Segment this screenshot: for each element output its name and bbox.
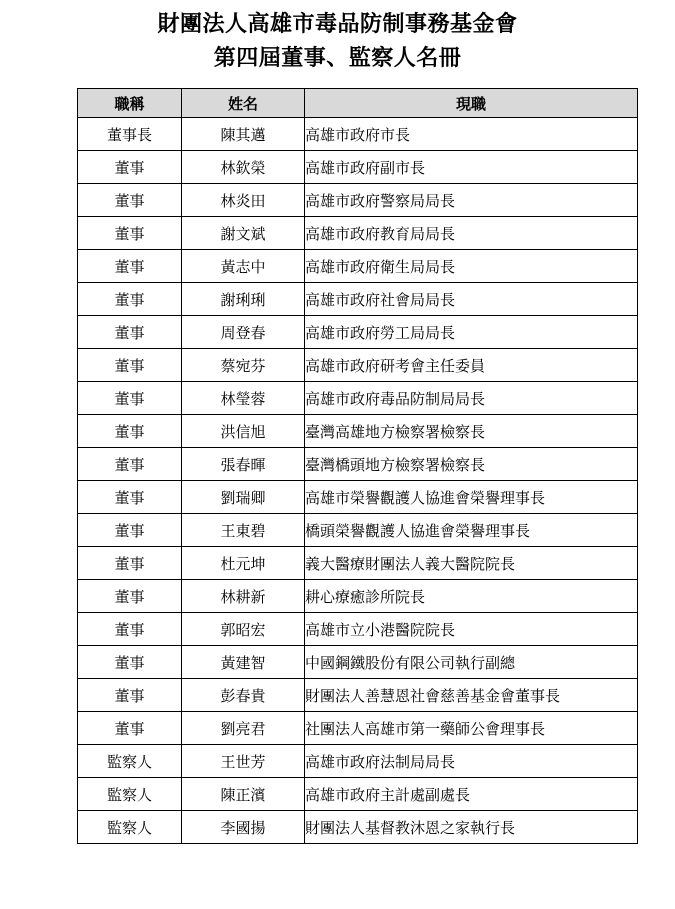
cell-position: 監察人 <box>78 745 182 778</box>
cell-current-job: 義大醫療財團法人義大醫院院長 <box>305 547 638 580</box>
cell-current-job: 財團法人基督教沐恩之家執行長 <box>305 811 638 844</box>
cell-current-job: 高雄市政府主計處副處長 <box>305 778 638 811</box>
cell-name: 劉亮君 <box>182 712 305 745</box>
header-current-job: 現職 <box>305 89 638 118</box>
cell-name: 李國揚 <box>182 811 305 844</box>
cell-current-job: 臺灣高雄地方檢察署檢察長 <box>305 415 638 448</box>
table-row <box>78 514 638 547</box>
cell-position: 董事 <box>78 580 182 613</box>
cell-current-job: 高雄市政府研考會主任委員 <box>305 349 638 382</box>
cell-name: 謝琍琍 <box>182 283 305 316</box>
cell-current-job: 橋頭榮譽觀護人協進會榮譽理事長 <box>305 514 638 547</box>
table-row <box>78 646 638 679</box>
cell-current-job: 高雄市政府警察局局長 <box>305 184 638 217</box>
cell-name: 蔡宛芬 <box>182 349 305 382</box>
table-header-row <box>78 89 638 118</box>
cell-name: 彭春貴 <box>182 679 305 712</box>
cell-name: 陳其邁 <box>182 118 305 151</box>
cell-current-job: 高雄市榮譽觀護人協進會榮譽理事長 <box>305 481 638 514</box>
table-row <box>78 184 638 217</box>
cell-position: 董事長 <box>78 118 182 151</box>
cell-name: 劉瑞卿 <box>182 481 305 514</box>
cell-current-job: 臺灣橋頭地方檢察署檢察長 <box>305 448 638 481</box>
table-body <box>78 118 638 844</box>
cell-name: 周登春 <box>182 316 305 349</box>
cell-position: 董事 <box>78 415 182 448</box>
cell-position: 董事 <box>78 250 182 283</box>
header-name: 姓名 <box>182 89 305 118</box>
cell-current-job: 耕心療癒診所院長 <box>305 580 638 613</box>
table-row <box>78 811 638 844</box>
cell-position: 董事 <box>78 151 182 184</box>
cell-name: 林欽榮 <box>182 151 305 184</box>
cell-current-job: 高雄市政府勞工局局長 <box>305 316 638 349</box>
cell-current-job: 財團法人善慧恩社會慈善基金會董事長 <box>305 679 638 712</box>
cell-position: 監察人 <box>78 778 182 811</box>
cell-position: 監察人 <box>78 811 182 844</box>
table-row <box>78 151 638 184</box>
cell-current-job: 高雄市政府教育局局長 <box>305 217 638 250</box>
cell-position: 董事 <box>78 184 182 217</box>
cell-name: 洪信旭 <box>182 415 305 448</box>
cell-current-job: 高雄市政府毒品防制局局長 <box>305 382 638 415</box>
cell-current-job: 高雄市政府衛生局局長 <box>305 250 638 283</box>
table-row <box>78 778 638 811</box>
cell-name: 王東碧 <box>182 514 305 547</box>
table-row <box>78 712 638 745</box>
cell-current-job: 高雄市政府社會局局長 <box>305 283 638 316</box>
table-row <box>78 283 638 316</box>
table-row <box>78 118 638 151</box>
cell-current-job: 中國鋼鐵股份有限公司執行副總 <box>305 646 638 679</box>
cell-position: 董事 <box>78 712 182 745</box>
table-row <box>78 382 638 415</box>
cell-current-job: 高雄市政府副市長 <box>305 151 638 184</box>
table-row <box>78 679 638 712</box>
table-row <box>78 547 638 580</box>
table-header <box>78 89 638 118</box>
table-row <box>78 448 638 481</box>
cell-name: 黃建智 <box>182 646 305 679</box>
table-row <box>78 316 638 349</box>
cell-position: 董事 <box>78 283 182 316</box>
cell-name: 林耕新 <box>182 580 305 613</box>
document-title: 財團法人高雄市毒品防制事務基金會 <box>157 12 518 37</box>
cell-position: 董事 <box>78 448 182 481</box>
cell-position: 董事 <box>78 349 182 382</box>
cell-name: 郭昭宏 <box>182 613 305 646</box>
cell-position: 董事 <box>78 217 182 250</box>
table-row <box>78 613 638 646</box>
table-row <box>78 250 638 283</box>
document-subtitle: 第四屆董事、監察人名冊 <box>213 46 462 71</box>
cell-name: 林瑩蓉 <box>182 382 305 415</box>
cell-name: 陳正濱 <box>182 778 305 811</box>
document-header <box>0 8 675 76</box>
cell-name: 杜元坤 <box>182 547 305 580</box>
cell-name: 林炎田 <box>182 184 305 217</box>
table-row <box>78 580 638 613</box>
cell-position: 董事 <box>78 646 182 679</box>
cell-position: 董事 <box>78 382 182 415</box>
cell-current-job: 社團法人高雄市第一藥師公會理事長 <box>305 712 638 745</box>
cell-name: 張春暉 <box>182 448 305 481</box>
cell-position: 董事 <box>78 316 182 349</box>
cell-name: 黃志中 <box>182 250 305 283</box>
header-position: 職稱 <box>78 89 182 118</box>
table-row <box>78 745 638 778</box>
table-row <box>78 481 638 514</box>
cell-position: 董事 <box>78 679 182 712</box>
cell-position: 董事 <box>78 481 182 514</box>
cell-position: 董事 <box>78 547 182 580</box>
cell-current-job: 高雄市政府市長 <box>305 118 638 151</box>
table-row <box>78 217 638 250</box>
cell-current-job: 高雄市立小港醫院院長 <box>305 613 638 646</box>
board-roster-table <box>77 88 638 844</box>
cell-name: 王世芳 <box>182 745 305 778</box>
cell-current-job: 高雄市政府法制局局長 <box>305 745 638 778</box>
cell-position: 董事 <box>78 514 182 547</box>
cell-name: 謝文斌 <box>182 217 305 250</box>
table-row <box>78 415 638 448</box>
table-row <box>78 349 638 382</box>
cell-position: 董事 <box>78 613 182 646</box>
